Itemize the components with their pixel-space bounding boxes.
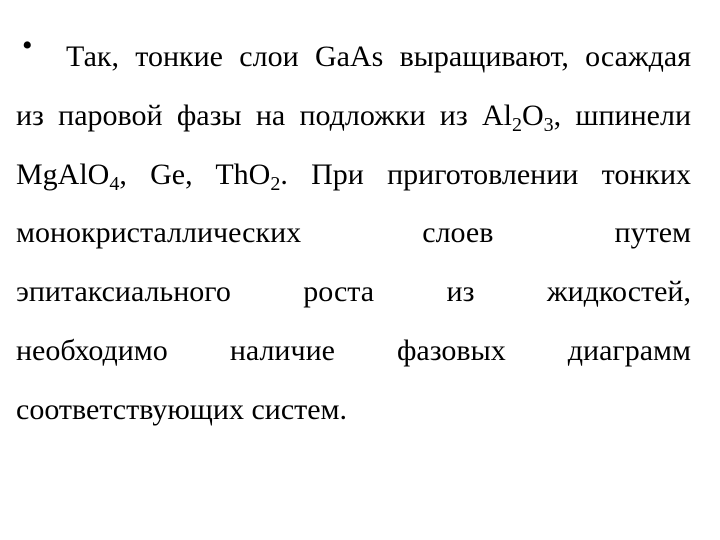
text-line-6: необходимо наличие фазовых диаграмм [16, 333, 691, 367]
text-line-7: соответствующих систем. [16, 392, 348, 426]
subscript: 2 [270, 172, 281, 195]
text-line-3: MgAlO$_4$, Ge, ThO$_2$. При приготовлении тонких [16, 157, 692, 195]
subscript: 4 [109, 172, 120, 195]
text-line-4: монокристаллических слоев путем [16, 216, 691, 250]
subscript: 2 [511, 113, 522, 136]
text-line-2: из паровой фазы на подложки из $Al_2O_3$, шпинели [16, 98, 691, 136]
text-line-5: эпитаксиального роста из жидкостей, [16, 275, 691, 309]
subscript: 3 [543, 113, 554, 136]
body-paragraph [16, 28, 691, 440]
bullet-point: • [22, 29, 33, 62]
text-line-1: Так, тонкие слои GaAs выращивают, осаждая [66, 40, 691, 73]
